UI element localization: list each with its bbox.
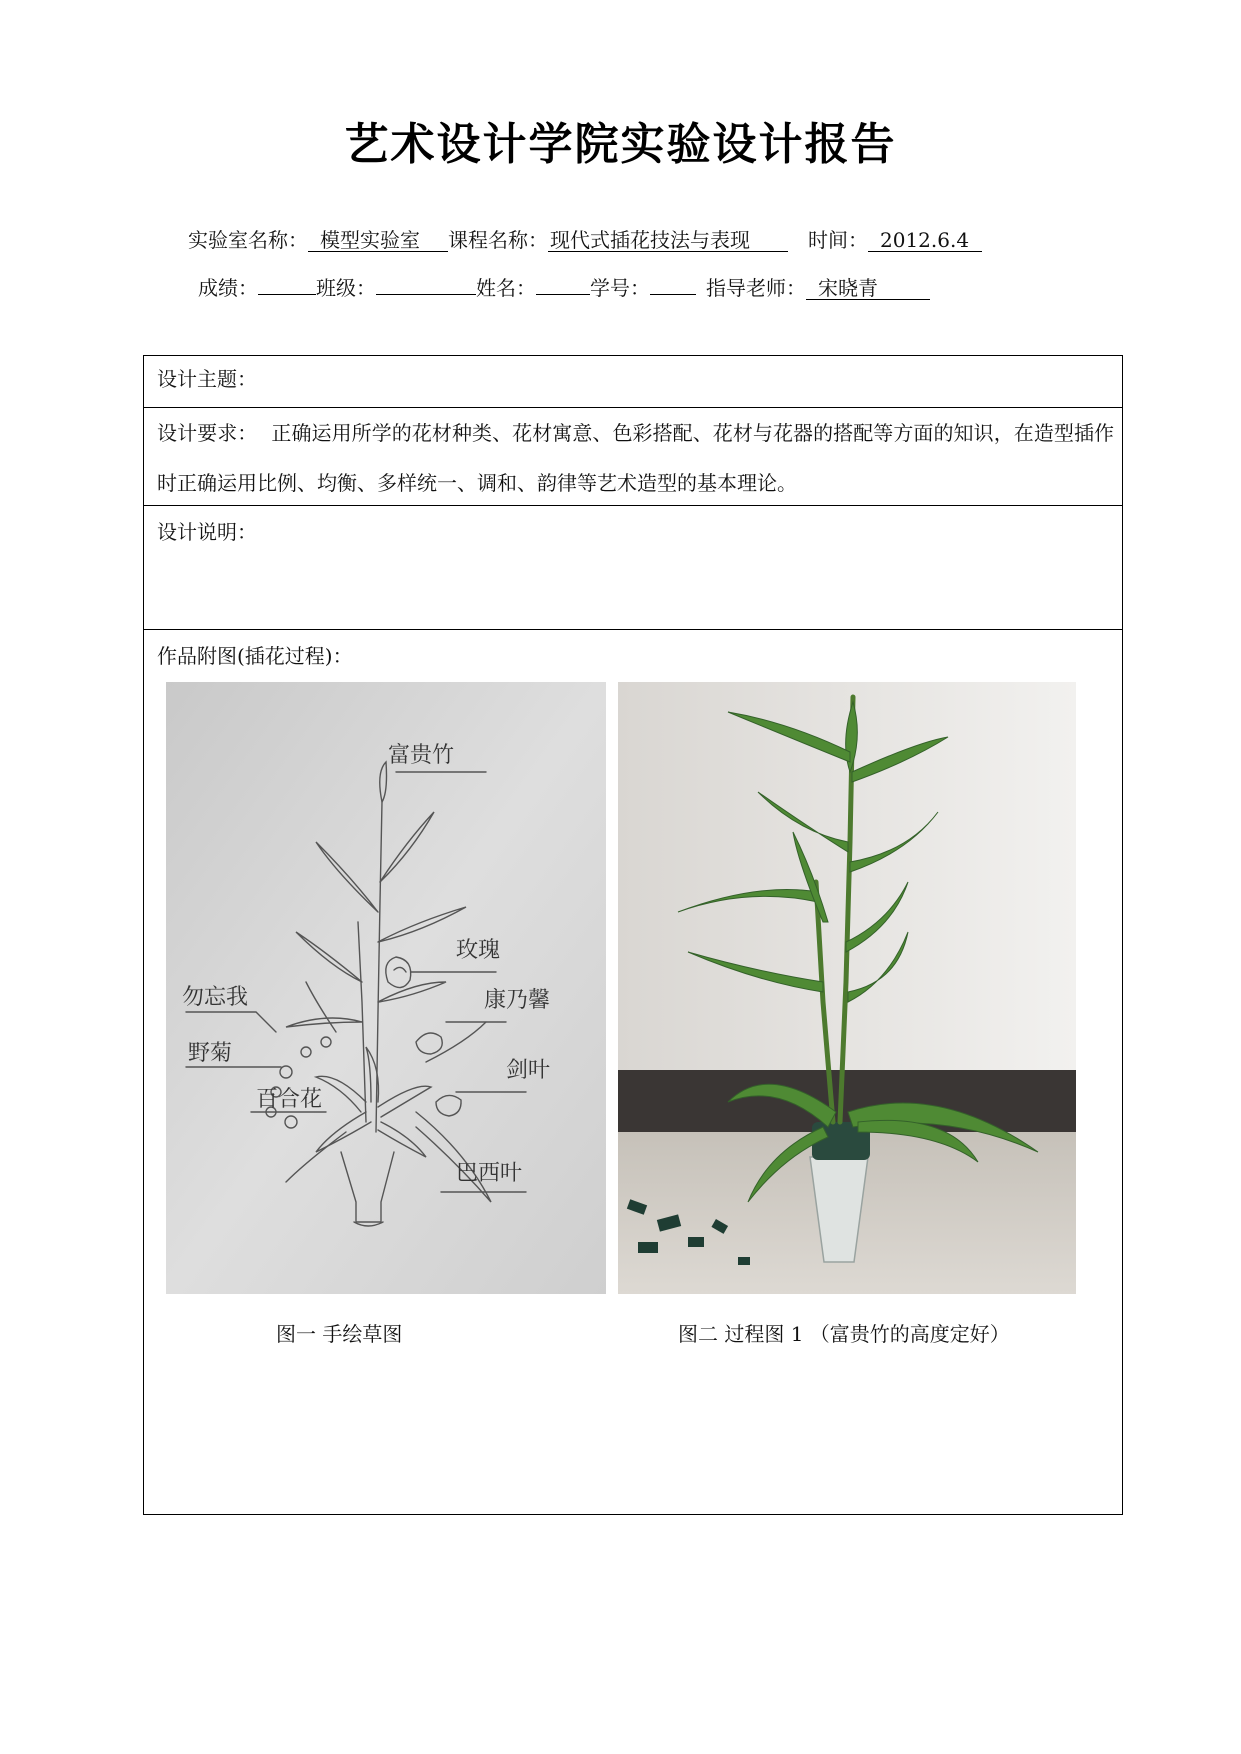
name-label: 姓名： bbox=[476, 276, 536, 300]
class-label: 班级： bbox=[316, 276, 376, 300]
lab-value: 模型实验室 bbox=[308, 229, 448, 252]
process-photo bbox=[618, 682, 1076, 1294]
requirement-text bbox=[157, 408, 1114, 508]
lab-label: 实验室名称： bbox=[188, 228, 308, 252]
requirement-row bbox=[144, 408, 1122, 506]
info-line-1 bbox=[188, 224, 982, 253]
description-label: 设计说明： bbox=[157, 520, 257, 544]
time-value: 2012.6.4 bbox=[868, 229, 982, 252]
figure-1-caption: 图一 手绘草图 bbox=[276, 1322, 403, 1346]
sketch-drawing bbox=[166, 682, 606, 1294]
label-rose: 玫瑰 bbox=[456, 938, 501, 963]
bamboo-arrangement-illustration bbox=[618, 682, 1076, 1294]
theme-row bbox=[144, 356, 1122, 408]
label-forget-me-not: 勿忘我 bbox=[182, 985, 249, 1010]
class-value bbox=[376, 272, 476, 295]
requirement-label: 设计要求： bbox=[157, 421, 258, 445]
label-brazil-leaf: 巴西叶 bbox=[456, 1161, 523, 1186]
artwork-section bbox=[144, 630, 1122, 1514]
label-carnation: 康乃馨 bbox=[484, 988, 551, 1013]
requirement-body: 正确运用所学的花材种类、花材寓意、色彩搭配、花材与花器的搭配等方面的知识，在造型插作时正确运用比例、均衡、多样统一、调和、韵律等艺术造型的基本理论。 bbox=[157, 421, 1115, 495]
theme-label: 设计主题： bbox=[157, 367, 257, 391]
label-sword-leaf: 剑叶 bbox=[506, 1058, 551, 1083]
teacher-value: 宋晓青 bbox=[806, 277, 930, 300]
figure-2-caption: 图二 过程图 1 （富贵竹的高度定好） bbox=[678, 1322, 1010, 1346]
teacher-label: 指导老师： bbox=[706, 276, 806, 300]
id-label: 学号： bbox=[590, 276, 650, 300]
course-label: 课程名称： bbox=[448, 228, 548, 252]
grade-label: 成绩： bbox=[198, 276, 258, 300]
name-value bbox=[536, 272, 590, 295]
label-lily: 百合花 bbox=[256, 1087, 323, 1112]
time-label: 时间： bbox=[808, 228, 868, 252]
course-value: 现代式插花技法与表现 bbox=[548, 229, 788, 252]
report-title: 艺术设计学院实验设计报告 bbox=[344, 119, 897, 170]
report-form bbox=[143, 355, 1123, 1515]
description-row bbox=[144, 506, 1122, 630]
artwork-label: 作品附图(插花过程)： bbox=[157, 644, 353, 668]
id-value bbox=[650, 272, 696, 295]
grade-value bbox=[258, 272, 316, 295]
hand-sketch-image bbox=[166, 682, 606, 1294]
label-wild-chrysanthemum: 野菊 bbox=[188, 1041, 233, 1066]
info-line-2 bbox=[198, 272, 930, 301]
label-fuguizhu: 富贵竹 bbox=[388, 743, 455, 768]
